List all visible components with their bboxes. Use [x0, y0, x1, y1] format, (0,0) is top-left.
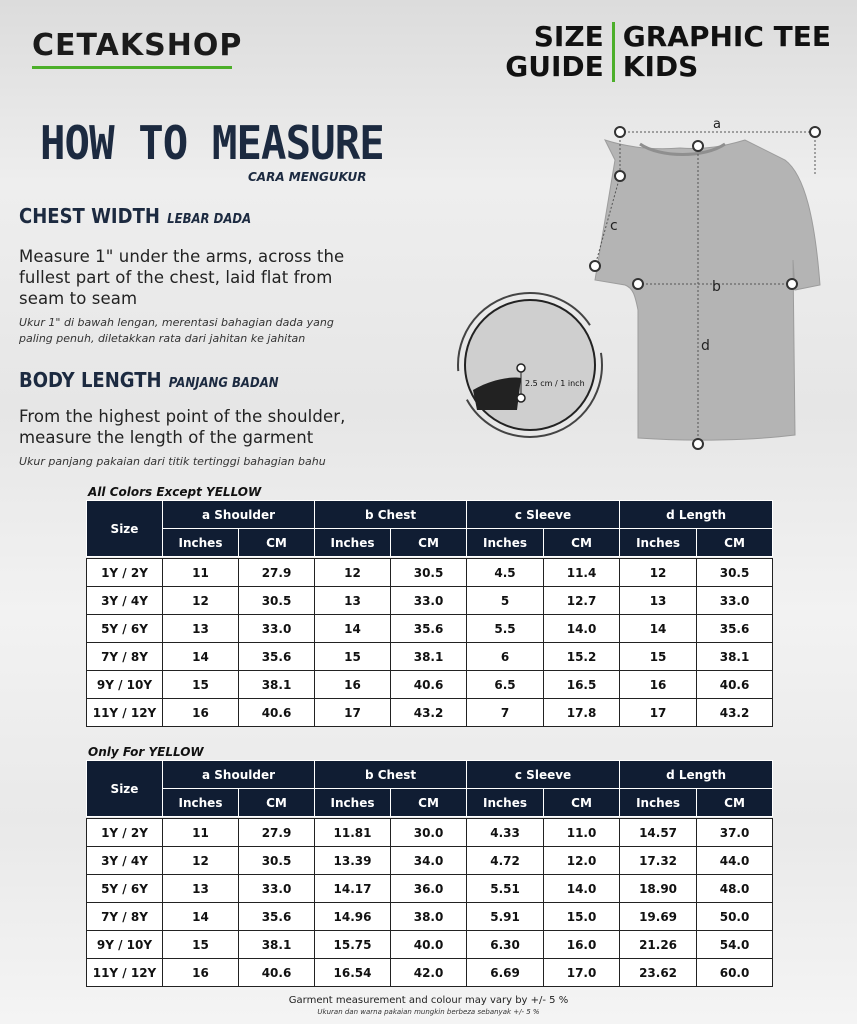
header-inches: Inches [315, 529, 391, 557]
value-cell: 5.91 [467, 903, 544, 931]
table2-label: Only For YELLOW [88, 745, 204, 759]
value-cell: 15 [620, 643, 697, 671]
value-cell: 38.0 [391, 903, 467, 931]
value-cell: 30.0 [391, 819, 467, 847]
tshirt-shape [595, 140, 820, 440]
value-cell: 13.39 [315, 847, 391, 875]
value-cell: 6.30 [467, 931, 544, 959]
size-cell: 11Y / 12Y [87, 699, 163, 727]
value-cell: 5.51 [467, 875, 544, 903]
value-cell: 13 [620, 587, 697, 615]
chest-note: Ukur 1" di bawah lengan, merentasi bahagian dada yang paling penuh, diletakkan rata dari jahitan ke jahitan [19, 316, 334, 345]
header-kids: KIDS [622, 50, 699, 83]
value-cell: 38.1 [239, 931, 315, 959]
table-row [87, 931, 773, 959]
size-table-all-colors [86, 500, 773, 727]
value-cell: 17.0 [544, 959, 620, 987]
value-cell: 11.4 [544, 559, 620, 587]
value-cell: 5.5 [467, 615, 544, 643]
point-d-top [693, 141, 703, 151]
value-cell: 14.17 [315, 875, 391, 903]
value-cell: 44.0 [697, 847, 773, 875]
chest-subtitle: LEBAR DADA [167, 212, 252, 227]
chest-title [19, 204, 251, 228]
value-cell: 14.57 [620, 819, 697, 847]
table-row [87, 959, 773, 987]
brand-logo [32, 28, 242, 69]
table2-body [87, 817, 773, 987]
value-cell: 50.0 [697, 903, 773, 931]
header-cm: CM [391, 529, 467, 557]
value-cell: 4.72 [467, 847, 544, 875]
header-length: d Length [620, 501, 773, 529]
value-cell: 27.9 [239, 559, 315, 587]
header-title [505, 22, 831, 82]
value-cell: 14 [315, 615, 391, 643]
table-row [87, 587, 773, 615]
value-cell: 6.5 [467, 671, 544, 699]
table1-body [87, 557, 773, 727]
header-inches: Inches [163, 789, 239, 817]
value-cell: 16.0 [544, 931, 620, 959]
value-cell: 42.0 [391, 959, 467, 987]
value-cell: 6.69 [467, 959, 544, 987]
chest-title-text: CHEST WIDTH [19, 204, 160, 228]
point-d-bottom [693, 439, 703, 449]
table-row [87, 671, 773, 699]
value-cell: 60.0 [697, 959, 773, 987]
size-cell: 1Y / 2Y [87, 819, 163, 847]
value-cell: 14.0 [544, 615, 620, 643]
point-c-end [590, 261, 600, 271]
label-a: a [713, 117, 721, 132]
size-cell: 5Y / 6Y [87, 615, 163, 643]
length-title [19, 368, 279, 392]
value-cell: 30.5 [391, 559, 467, 587]
value-cell: 16 [163, 699, 239, 727]
value-cell: 14 [163, 643, 239, 671]
value-cell: 16.54 [315, 959, 391, 987]
table-row [87, 643, 773, 671]
size-cell: 7Y / 8Y [87, 903, 163, 931]
value-cell: 33.0 [239, 875, 315, 903]
value-cell: 15.2 [544, 643, 620, 671]
header-cm: CM [391, 789, 467, 817]
header-right [623, 22, 831, 82]
header-size: Size [87, 761, 163, 817]
value-cell: 17.8 [544, 699, 620, 727]
value-cell: 34.0 [391, 847, 467, 875]
value-cell: 15 [163, 931, 239, 959]
value-cell: 40.6 [697, 671, 773, 699]
value-cell: 14.0 [544, 875, 620, 903]
label-c: c [610, 218, 618, 234]
value-cell: 16 [163, 959, 239, 987]
header-inches: Inches [467, 529, 544, 557]
value-cell: 54.0 [697, 931, 773, 959]
table-row [87, 847, 773, 875]
table-row [87, 559, 773, 587]
value-cell: 17 [315, 699, 391, 727]
value-cell: 6 [467, 643, 544, 671]
value-cell: 15.75 [315, 931, 391, 959]
header-shoulder: a Shoulder [163, 761, 315, 789]
header-chest: b Chest [315, 501, 467, 529]
zoom-point-top [517, 364, 525, 372]
value-cell: 43.2 [391, 699, 467, 727]
table-row [87, 875, 773, 903]
value-cell: 12 [163, 587, 239, 615]
value-cell: 36.0 [391, 875, 467, 903]
header-cm: CM [239, 529, 315, 557]
value-cell: 4.33 [467, 819, 544, 847]
value-cell: 17 [620, 699, 697, 727]
header-inches: Inches [620, 529, 697, 557]
value-cell: 11 [163, 819, 239, 847]
table-row [87, 903, 773, 931]
value-cell: 33.0 [391, 587, 467, 615]
zoom-label: 2.5 cm / 1 inch [525, 379, 585, 388]
value-cell: 17.32 [620, 847, 697, 875]
how-to-measure-subtitle: CARA MENGUKUR [248, 170, 367, 184]
value-cell: 14.96 [315, 903, 391, 931]
point-a-right [810, 127, 820, 137]
value-cell: 40.6 [239, 959, 315, 987]
value-cell: 14 [163, 903, 239, 931]
value-cell: 30.5 [239, 847, 315, 875]
value-cell: 16 [620, 671, 697, 699]
value-cell: 12.0 [544, 847, 620, 875]
value-cell: 35.6 [239, 903, 315, 931]
value-cell: 33.0 [239, 615, 315, 643]
value-cell: 4.5 [467, 559, 544, 587]
value-cell: 12.7 [544, 587, 620, 615]
value-cell: 15 [315, 643, 391, 671]
value-cell: 48.0 [697, 875, 773, 903]
value-cell: 21.26 [620, 931, 697, 959]
size-cell: 9Y / 10Y [87, 931, 163, 959]
table-row [87, 699, 773, 727]
value-cell: 35.6 [391, 615, 467, 643]
value-cell: 13 [315, 587, 391, 615]
size-cell: 5Y / 6Y [87, 875, 163, 903]
header-size: Size [87, 501, 163, 557]
value-cell: 38.1 [239, 671, 315, 699]
size-table-yellow [86, 760, 773, 987]
value-cell: 16 [315, 671, 391, 699]
point-b-left [633, 279, 643, 289]
length-note: Ukur panjang pakaian dari titik tertinggi bahagian bahu [19, 455, 326, 468]
header-inches: Inches [315, 789, 391, 817]
value-cell: 18.90 [620, 875, 697, 903]
value-cell: 23.62 [620, 959, 697, 987]
value-cell: 38.1 [391, 643, 467, 671]
zoom-circle [465, 300, 595, 430]
brand-name: CETAKSHOP [32, 28, 243, 63]
header-sleeve: c Sleeve [467, 761, 620, 789]
length-description: From the highest point of the shoulder, measure the length of the garment [19, 407, 346, 447]
length-title-text: BODY LENGTH [19, 368, 162, 392]
value-cell: 5 [467, 587, 544, 615]
value-cell: 15 [163, 671, 239, 699]
header-divider [612, 22, 615, 82]
size-cell: 11Y / 12Y [87, 959, 163, 987]
value-cell: 27.9 [239, 819, 315, 847]
header-left [505, 22, 612, 82]
value-cell: 13 [163, 615, 239, 643]
value-cell: 12 [620, 559, 697, 587]
table-row [87, 819, 773, 847]
value-cell: 33.0 [697, 587, 773, 615]
value-cell: 11.81 [315, 819, 391, 847]
header-inches: Inches [467, 789, 544, 817]
tshirt-diagram [455, 110, 855, 470]
value-cell: 38.1 [697, 643, 773, 671]
value-cell: 13 [163, 875, 239, 903]
value-cell: 12 [163, 847, 239, 875]
size-cell: 1Y / 2Y [87, 559, 163, 587]
how-to-measure-title: HOW TO MEASURE [40, 116, 384, 170]
value-cell: 12 [315, 559, 391, 587]
value-cell: 43.2 [697, 699, 773, 727]
value-cell: 11.0 [544, 819, 620, 847]
value-cell: 37.0 [697, 819, 773, 847]
header-inches: Inches [620, 789, 697, 817]
header-chest: b Chest [315, 761, 467, 789]
point-shoulder [615, 171, 625, 181]
chest-description: Measure 1" under the arms, across the fullest part of the chest, laid flat from seam to seam [19, 247, 345, 308]
header-sleeve: c Sleeve [467, 501, 620, 529]
header-inches: Inches [163, 529, 239, 557]
label-d: d [701, 338, 710, 354]
value-cell: 15.0 [544, 903, 620, 931]
size-cell: 3Y / 4Y [87, 847, 163, 875]
table-row [87, 615, 773, 643]
header-cm: CM [239, 789, 315, 817]
value-cell: 19.69 [620, 903, 697, 931]
header-length: d Length [620, 761, 773, 789]
header-cm: CM [544, 789, 620, 817]
header-cm: CM [697, 789, 773, 817]
length-subtitle: PANJANG BADAN [168, 376, 279, 391]
value-cell: 14 [620, 615, 697, 643]
value-cell: 30.5 [697, 559, 773, 587]
logo-underline [32, 66, 232, 69]
header-guide: GUIDE [505, 50, 604, 83]
value-cell: 7 [467, 699, 544, 727]
table1-label: All Colors Except YELLOW [88, 485, 262, 499]
value-cell: 35.6 [697, 615, 773, 643]
value-cell: 40.6 [239, 699, 315, 727]
size-cell: 9Y / 10Y [87, 671, 163, 699]
value-cell: 30.5 [239, 587, 315, 615]
value-cell: 35.6 [239, 643, 315, 671]
footnote-ms: Ukuran dan warna pakaian mungkin berbeza sebanyak +/- 5 % [317, 1008, 540, 1016]
value-cell: 40.0 [391, 931, 467, 959]
size-cell: 7Y / 8Y [87, 643, 163, 671]
point-b-right [787, 279, 797, 289]
footnote-en: Garment measurement and colour may vary by +/- 5 % [288, 995, 569, 1006]
zoom-point-bottom [517, 394, 525, 402]
point-a-left [615, 127, 625, 137]
header-size: SIZE [533, 20, 604, 53]
header-cm: CM [544, 529, 620, 557]
size-cell: 3Y / 4Y [87, 587, 163, 615]
value-cell: 11 [163, 559, 239, 587]
header-cm: CM [697, 529, 773, 557]
label-b: b [712, 279, 721, 295]
value-cell: 16.5 [544, 671, 620, 699]
header-product: GRAPHIC TEE [622, 20, 831, 53]
header-shoulder: a Shoulder [163, 501, 315, 529]
value-cell: 40.6 [391, 671, 467, 699]
